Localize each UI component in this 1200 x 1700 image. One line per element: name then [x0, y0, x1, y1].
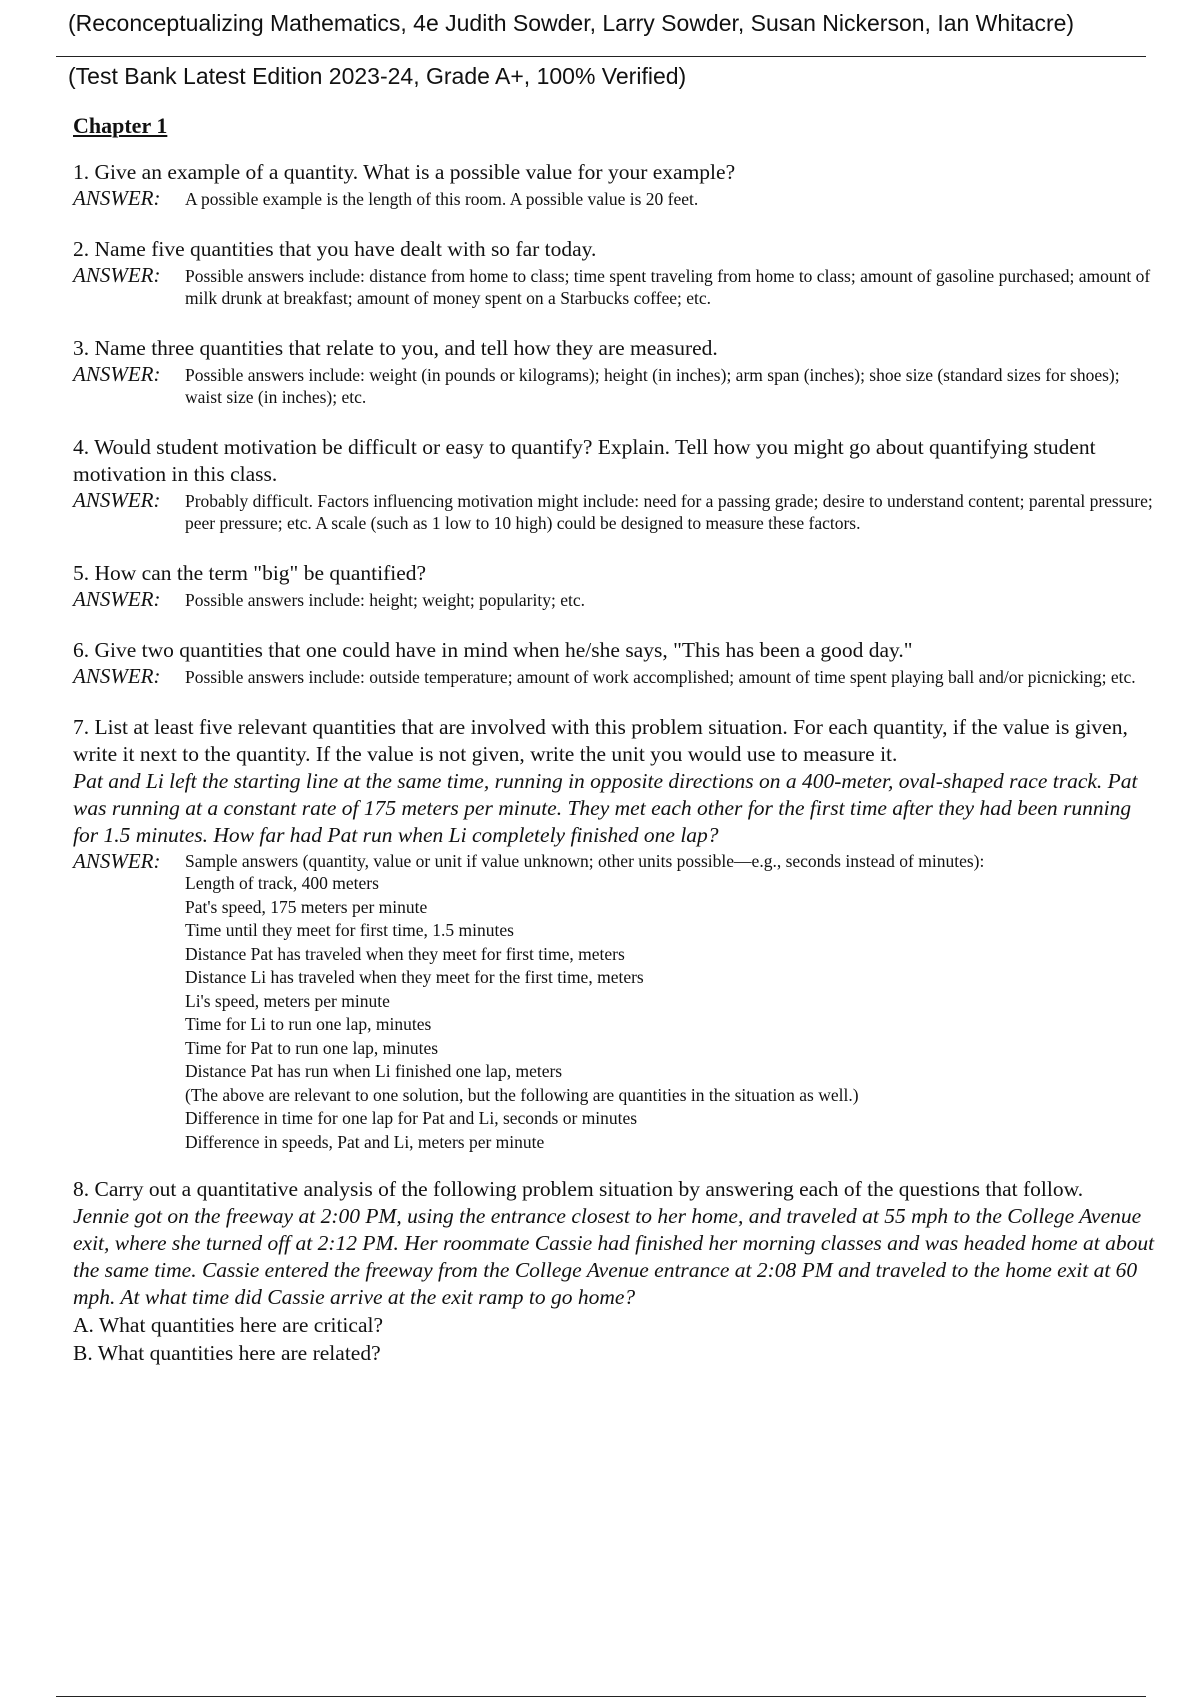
answer-list-line: Distance Pat has traveled when they meet for first time, meters	[185, 943, 625, 964]
question-text: 1. Give an example of a quantity. What is a possible value for your example?	[73, 160, 736, 184]
answer-text: Possible answers include: distance from home to class; time spent traveling from home to class; amount of gasoline purchased; amount of milk drunk at breakfast; amount of money spent on a Starbucks coffee; etc.	[185, 266, 1151, 308]
answer-block	[73, 363, 1158, 408]
question-item-7	[73, 714, 1158, 1154]
answer-label: ANSWER:	[73, 587, 161, 611]
document-body	[73, 113, 1158, 1393]
answer-list-line: Sample answers (quantity, value or unit if value unknown; other units possible—e.g., seconds instead of minutes):	[185, 851, 985, 871]
sub-question-a: A. What quantities here are critical?	[73, 1313, 384, 1337]
answer-block	[73, 489, 1158, 534]
answer-list-line: (The above are relevant to one solution, but the following are quantities in the situation as well.)	[185, 1084, 859, 1105]
answer-block	[73, 264, 1158, 309]
answer-list-line: Time for Li to run one lap, minutes	[185, 1014, 432, 1034]
answer-list-line: Pat's speed, 175 meters per minute	[185, 896, 428, 917]
answer-text: Probably difficult. Factors influencing motivation might include: need for a passing grade; desire to understand content; parental pressure; peer pressure; etc. A scale (such as 1 low to 10 high) could be designed to measure these factors.	[185, 491, 1153, 533]
question-item-6	[73, 637, 1158, 688]
answer-text: A possible example is the length of this room. A possible value is 20 feet.	[185, 189, 699, 209]
answer-list-line: Time for Pat to run one lap, minutes	[185, 1037, 439, 1058]
question-text: 2. Name five quantities that you have dealt with so far today.	[73, 237, 597, 261]
footer-divider	[56, 1696, 1146, 1697]
chapter-heading: Chapter 1	[73, 113, 168, 138]
answer-block	[73, 665, 1158, 688]
answer-label: ANSWER:	[73, 362, 161, 386]
answer-list-line: Distance Li has traveled when they meet for the first time, meters	[185, 967, 644, 987]
question-item-4	[73, 434, 1158, 534]
question-text: 7. List at least five relevant quantities that are involved with this problem situation. For each quantity, if the value is given, write it next to the quantity. If the value is not given, write the unit you would use to measure it.	[73, 715, 1128, 766]
question-text: 8. Carry out a quantitative analysis of the following problem situation by answering each of the questions that follow.	[73, 1177, 1084, 1201]
answer-label: ANSWER:	[73, 849, 161, 873]
answer-list-line: Time until they meet for first time, 1.5 minutes	[185, 920, 514, 940]
question-text: 6. Give two quantities that one could have in mind when he/she says, "This has been a good day."	[73, 638, 913, 662]
question-text: 4. Would student motivation be difficult or easy to quantify? Explain. Tell how you might go about quantifying student motivation in this class.	[73, 435, 1096, 486]
question-text: 3. Name three quantities that relate to you, and tell how they are measured.	[73, 336, 718, 360]
document-header-subtitle: (Test Bank Latest Edition 2023-24, Grade A+, 100% Verified)	[68, 63, 687, 89]
header-divider	[56, 56, 1146, 57]
question-item-1	[73, 159, 1158, 210]
sub-question-b: B. What quantities here are related?	[73, 1341, 381, 1365]
document-header-title: (Reconceptualizing Mathematics, 4e Judith Sowder, Larry Sowder, Susan Nickerson, Ian Whitacre)	[68, 10, 1075, 36]
answer-text: Possible answers include: outside temperature; amount of work accomplished; amount of time spent playing ball and/or picnicking; etc.	[185, 667, 1136, 687]
answer-list-line: Difference in speeds, Pat and Li, meters per minute	[185, 1131, 545, 1152]
answer-label: ANSWER:	[73, 664, 161, 688]
answer-label: ANSWER:	[73, 263, 161, 287]
answer-list-line: Length of track, 400 meters	[185, 873, 379, 893]
answer-list-line: Li's speed, meters per minute	[185, 990, 390, 1011]
answer-block	[73, 850, 1158, 1154]
question-item-3	[73, 335, 1158, 408]
answer-block	[73, 588, 1158, 611]
answer-text: Possible answers include: height; weight; popularity; etc.	[185, 590, 585, 610]
problem-scenario: Jennie got on the freeway at 2:00 PM, using the entrance closest to her home, and traveled at 55 mph to the College Avenue exit, where she turned off at 2:12 PM. Her roommate Cassie had finished her morning classes and was headed home at about the same time. Cassie entered the freeway from the College Avenue entrance at 2:08 PM and traveled to the home exit at 60 mph. At what time did Cassie arrive at the exit ramp to go home?	[73, 1204, 1155, 1309]
answer-list-line: Difference in time for one lap for Pat and Li, seconds or minutes	[185, 1108, 638, 1128]
answer-text: Possible answers include: weight (in pounds or kilograms); height (in inches); arm span (inches); shoe size (standard sizes for shoes); waist size (in inches); etc.	[185, 365, 1120, 407]
question-item-2	[73, 236, 1158, 309]
answer-label: ANSWER:	[73, 186, 161, 210]
answer-list	[185, 850, 984, 1154]
answer-label: ANSWER:	[73, 488, 161, 512]
question-item-5	[73, 560, 1158, 611]
answer-block	[73, 187, 1158, 210]
answer-list-line: Distance Pat has run when Li finished one lap, meters	[185, 1061, 563, 1081]
question-item-8	[73, 1176, 1158, 1367]
question-text: 5. How can the term "big" be quantified?	[73, 561, 427, 585]
problem-scenario: Pat and Li left the starting line at the same time, running in opposite directions on a 400-meter, oval-shaped race track. Pat was running at a constant rate of 175 meters per minute. They met each other for the first time after they had been running for 1.5 minutes. How far had Pat run when Li completely finished one lap?	[73, 769, 1138, 847]
